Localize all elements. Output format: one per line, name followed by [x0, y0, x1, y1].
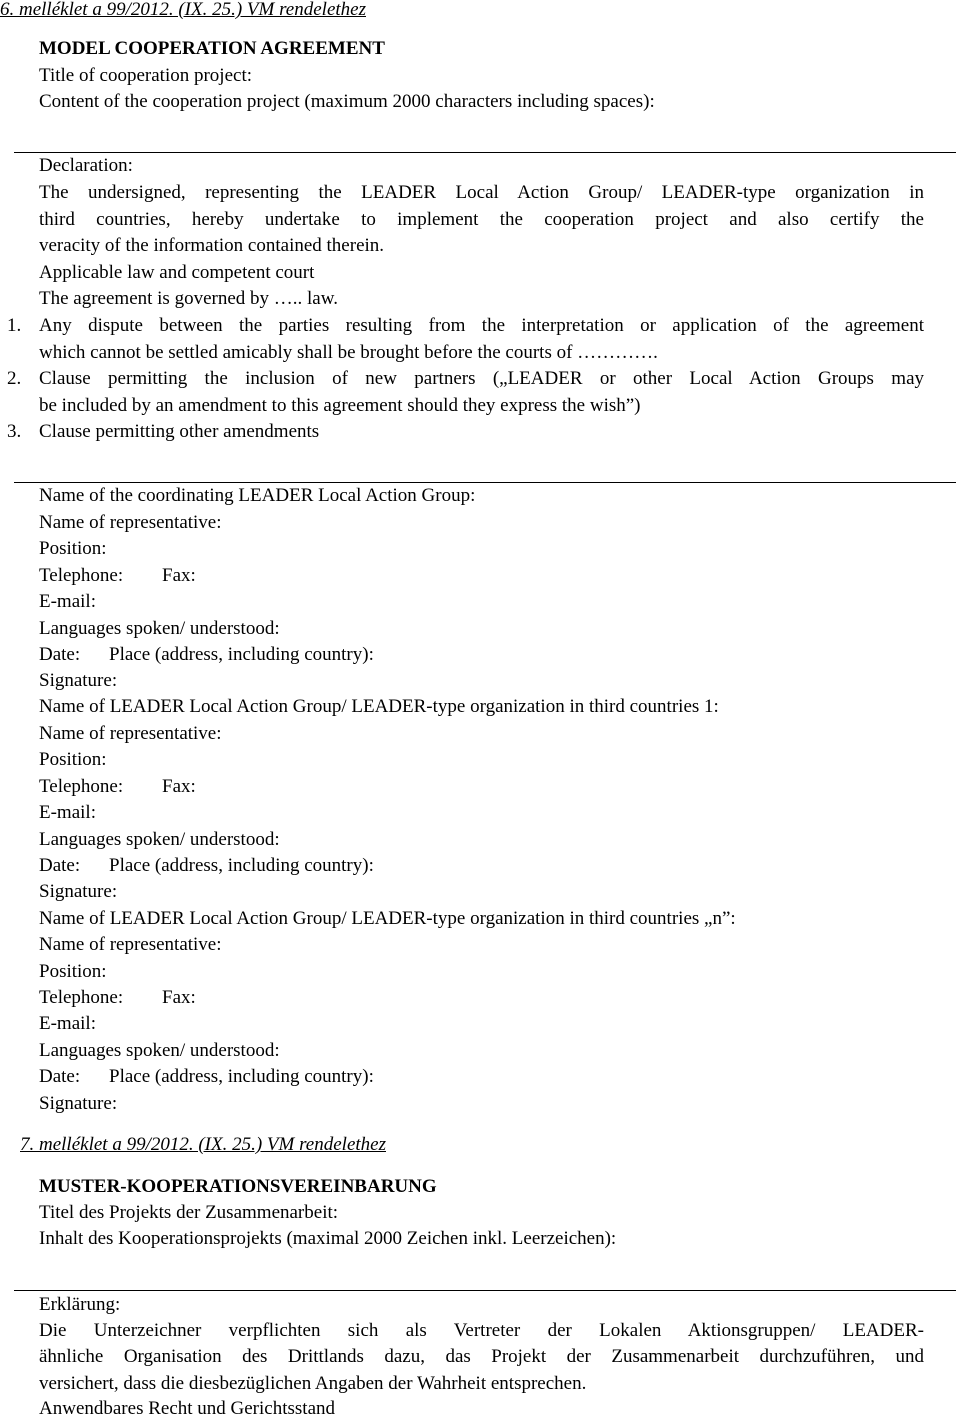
- partner-2-date: Date:: [39, 855, 81, 876]
- partner-1-representative: Name of representative:: [39, 512, 222, 533]
- clause-1-line-2: which cannot be settled amicably shall be brought before the courts of ………….: [39, 342, 658, 363]
- projekt-titel-label: Titel des Projekts der Zusammenarbeit:: [39, 1202, 339, 1223]
- partner-2-email: E-mail:: [39, 802, 96, 823]
- partner-n-name-label: Name of LEADER Local Action Group/ LEADER-type organization in third countries „n”:: [39, 908, 736, 929]
- partner-n-representative: Name of representative:: [39, 934, 222, 955]
- annex-6-reference: 6. melléklet a 99/2012. (IX. 25.) VM rendelethez: [0, 0, 366, 20]
- declaration-line-3: veracity of the information contained therein.: [39, 235, 385, 256]
- section-divider: [14, 152, 956, 153]
- clause-3-number: 3.: [7, 421, 22, 442]
- annex-7-title: MUSTER-KOOPERATIONSVEREINBARUNG: [39, 1176, 437, 1197]
- partner-2-position: Position:: [39, 749, 107, 770]
- declaration-line-2: third countries, hereby undertake to implement the cooperation project and also certify the: [39, 209, 924, 230]
- section-divider: [14, 1290, 956, 1291]
- annex-7-reference: 7. melléklet a 99/2012. (IX. 25.) VM rendelethez: [20, 1134, 386, 1155]
- project-content-label: Content of the cooperation project (maximum 2000 characters including spaces):: [39, 91, 655, 112]
- partner-1-languages: Languages spoken/ understood:: [39, 618, 280, 639]
- partner-n-telephone: Telephone:: [39, 987, 124, 1008]
- clause-1-line-1: Any dispute between the parties resulting from the interpretation or application of the agreement: [39, 315, 924, 336]
- recht-gerichtsstand-heading: Anwendbares Recht und Gerichtsstand: [39, 1398, 336, 1419]
- law-text: The agreement is governed by ….. law.: [39, 288, 338, 309]
- partner-1-signature: Signature:: [39, 670, 118, 691]
- partner-n-email: E-mail:: [39, 1013, 96, 1034]
- projekt-inhalt-label: Inhalt des Kooperationsprojekts (maximal 2000 Zeichen inkl. Leerzeichen):: [39, 1228, 617, 1249]
- partner-1-fax: Fax:: [162, 565, 196, 586]
- partner-2-telephone: Telephone:: [39, 776, 124, 797]
- partner-1-name-label: Name of the coordinating LEADER Local Action Group:: [39, 485, 476, 506]
- clause-2-line-1: Clause permitting the inclusion of new partners („LEADER or other Local Action Groups may: [39, 368, 924, 389]
- partner-2-name-label: Name of LEADER Local Action Group/ LEADER-type organization in third countries 1:: [39, 696, 719, 717]
- erklaerung-line-1: Die Unterzeichner verpflichten sich als Vertreter der Lokalen Aktionsgruppen/ LEADER-: [39, 1320, 924, 1341]
- partner-2-languages: Languages spoken/ understood:: [39, 829, 280, 850]
- partner-2-representative: Name of representative:: [39, 723, 222, 744]
- declaration-label: Declaration:: [39, 155, 133, 176]
- clause-2-line-2: be included by an amendment to this agreement should they express the wish”): [39, 395, 641, 416]
- partner-2-fax: Fax:: [162, 776, 196, 797]
- partner-n-languages: Languages spoken/ understood:: [39, 1040, 280, 1061]
- partner-1-email: E-mail:: [39, 591, 96, 612]
- partner-2-signature: Signature:: [39, 881, 118, 902]
- law-heading: Applicable law and competent court: [39, 262, 315, 283]
- partner-n-position: Position:: [39, 961, 107, 982]
- clause-1-number: 1.: [7, 315, 22, 336]
- partner-n-fax: Fax:: [162, 987, 196, 1008]
- annex-6-title: MODEL COOPERATION AGREEMENT: [39, 38, 385, 59]
- partner-2-place: Place (address, including country):: [109, 855, 374, 876]
- partner-n-place: Place (address, including country):: [109, 1066, 374, 1087]
- partner-1-telephone: Telephone:: [39, 565, 124, 586]
- erklaerung-label: Erklärung:: [39, 1294, 121, 1315]
- declaration-line-1: The undersigned, representing the LEADER Local Action Group/ LEADER-type organization in: [39, 182, 924, 203]
- partner-1-place: Place (address, including country):: [109, 644, 374, 665]
- partner-1-position: Position:: [39, 538, 107, 559]
- erklaerung-line-3: versichert, dass die diesbezüglichen Angaben der Wahrheit entsprechen.: [39, 1373, 587, 1394]
- erklaerung-line-2: ähnliche Organisation des Drittlands dazu, das Projekt der Zusammenarbeit durchzuführen, und: [39, 1346, 924, 1367]
- partner-n-date: Date:: [39, 1066, 81, 1087]
- partner-n-signature: Signature:: [39, 1093, 118, 1114]
- clause-2-number: 2.: [7, 368, 22, 389]
- partner-1-date: Date:: [39, 644, 81, 665]
- clause-3-line-1: Clause permitting other amendments: [39, 421, 320, 442]
- project-title-label: Title of cooperation project:: [39, 65, 252, 86]
